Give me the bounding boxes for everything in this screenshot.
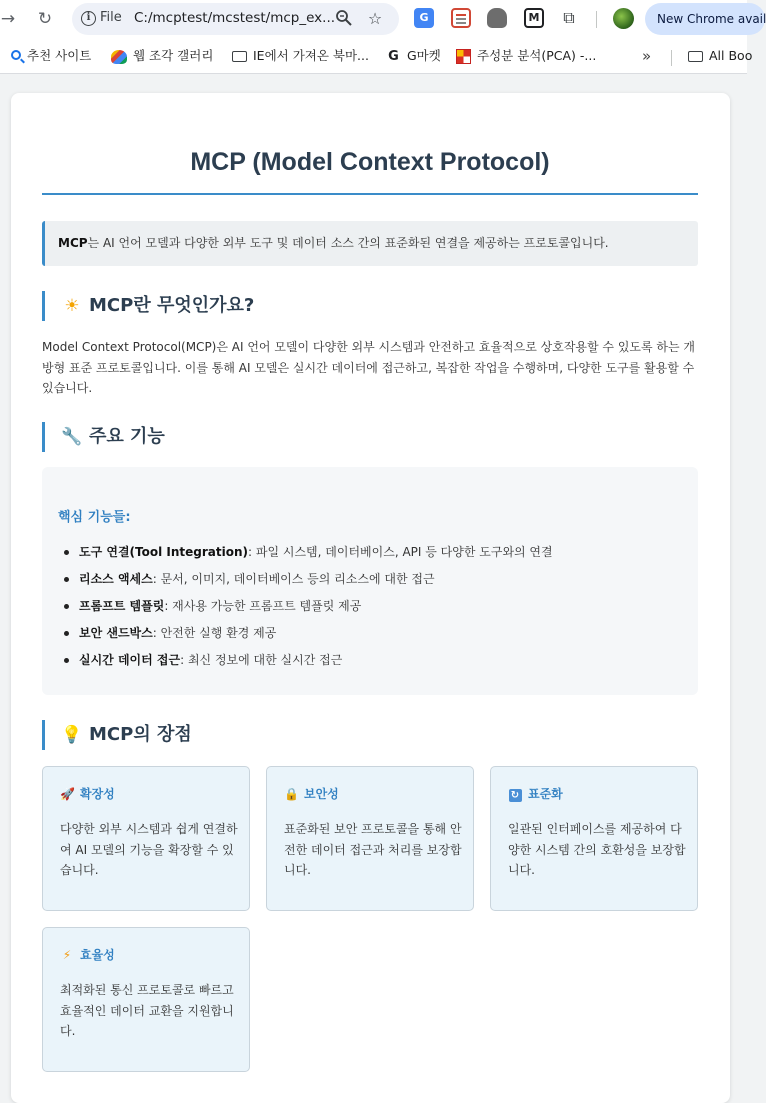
features-subheading: 핵심 기능들: — [58, 510, 131, 525]
feature-name: 리소스 액세스 — [79, 572, 153, 586]
what-is-mcp-paragraph: Model Context Protocol(MCP)은 AI 언어 모델이 다양한 외부 시스템과 안전하고 효율적으로 상호작용할 수 있도록 하는 개방형 표준 프로토콜입니다. 이를 통해 AI 모델은 실시간 데이터에 접근하고, 복잡한 작업을 수행하며, 다양한 도구를 활용할 수 있습니다. — [42, 340, 696, 395]
new-chrome-available-button[interactable]: New Chrome avail — [645, 3, 765, 35]
sun-icon: ☀ — [64, 296, 80, 316]
advantage-card-scalability — [42, 766, 250, 911]
list-item — [62, 541, 553, 568]
lightning-icon: ⚡ — [62, 948, 72, 962]
feature-desc: : 파일 시스템, 데이터베이스, API 등 다양한 도구와의 연결 — [248, 545, 553, 559]
bookmark-label: 주성분 분석(PCA) -... — [477, 48, 597, 63]
pca-icon — [456, 49, 471, 64]
section-title: 주요 기능 — [89, 426, 165, 447]
rocket-icon: 🚀 — [60, 787, 75, 801]
section-title: MCP란 무엇인가요? — [89, 295, 255, 316]
url-scheme: File — [100, 10, 122, 25]
bookmark-web-slice-gallery[interactable] — [111, 46, 213, 66]
lock-icon: 🔒 — [284, 787, 299, 801]
advantage-title — [60, 785, 115, 802]
advantage-title-text: 보안성 — [304, 787, 339, 801]
bookmark-label: 추천 사이트 — [27, 48, 92, 63]
advantage-title — [284, 785, 339, 802]
advantage-title — [60, 946, 115, 963]
all-bookmarks-button[interactable] — [688, 46, 752, 66]
address-bar[interactable] — [72, 3, 399, 35]
browser-toolbar — [0, 0, 766, 38]
intro-callout — [42, 221, 698, 266]
advantage-title-text: 표준화 — [528, 787, 563, 801]
folder-icon — [688, 51, 703, 62]
toolbar-divider — [596, 11, 597, 28]
url-text[interactable]: C:/mcptest/mcstest/mcp_ex... — [134, 10, 336, 26]
profile-avatar[interactable] — [613, 8, 634, 29]
feature-name: 프롬프트 템플릿 — [79, 599, 165, 613]
bookmark-recommended-sites[interactable] — [11, 46, 91, 66]
feature-desc: : 안전한 실행 환경 제공 — [152, 626, 277, 640]
bookmarks-divider — [671, 50, 672, 66]
advantage-card-standardization — [490, 766, 698, 911]
feature-name: 실시간 데이터 접근 — [79, 653, 181, 667]
feature-name: 도구 연결(Tool Integration) — [79, 545, 249, 559]
forward-arrow-icon[interactable]: → — [0, 9, 16, 29]
search-icon — [11, 50, 21, 60]
feature-desc: : 최신 정보에 대한 실시간 접근 — [180, 653, 343, 667]
feature-name: 보안 샌드박스 — [79, 626, 153, 640]
sync-icon: ↻ — [509, 789, 522, 802]
advantage-text: 표준화된 보안 프로토콜을 통해 안전한 데이터 접근과 처리를 보장합니다. — [284, 822, 462, 877]
bookmark-label: IE에서 가져온 북마... — [253, 48, 369, 63]
bookmark-star-icon[interactable]: ☆ — [367, 9, 383, 28]
all-bookmarks-label: All Boo — [709, 48, 753, 63]
m-extension-icon[interactable]: M — [524, 8, 544, 28]
sync-icon-wrap — [508, 787, 522, 802]
bookmark-ie-imported-folder[interactable] — [232, 46, 369, 66]
bookmark-pca[interactable] — [456, 46, 596, 66]
translate-extension-icon[interactable]: G — [414, 8, 434, 28]
bookmarks-bar — [0, 38, 753, 74]
bookmarks-overflow-chevron-icon[interactable]: » — [642, 47, 652, 65]
site-info-icon[interactable]: i — [81, 11, 96, 26]
zoom-icon[interactable] — [334, 9, 354, 29]
advantage-text: 최적화된 통신 프로토콜로 빠르고 효율적인 데이터 교환을 지원합니다. — [60, 983, 234, 1038]
list-item — [62, 595, 553, 622]
advantage-title — [508, 785, 563, 802]
wrench-icon: 🔧 — [61, 427, 83, 447]
section-heading-what-is-mcp — [42, 291, 254, 321]
list-item — [62, 649, 553, 676]
advantage-text: 일관된 인터페이스를 제공하여 다양한 시스템 간의 호환성을 보장합니다. — [508, 822, 686, 877]
intro-text: 는 AI 언어 모델과 다양한 외부 도구 및 데이터 소스 간의 표준화된 연결을 제공하는 프로토콜입니다. — [87, 236, 609, 250]
bookmark-gmarket[interactable] — [386, 46, 441, 66]
advantage-card-efficiency — [42, 927, 250, 1072]
advantage-card-security — [266, 766, 474, 911]
list-item — [62, 622, 553, 649]
section-heading-advantages — [42, 720, 192, 750]
folder-icon — [232, 51, 247, 62]
burger-extension-icon[interactable] — [487, 8, 507, 28]
title-divider — [42, 193, 698, 195]
section-heading-features — [42, 422, 165, 452]
page-title: MCP (Model Context Protocol) — [190, 148, 550, 176]
lightbulb-icon: 💡 — [61, 725, 83, 745]
advantage-title-text: 확장성 — [80, 787, 115, 801]
feature-desc: : 문서, 이미지, 데이터베이스 등의 리소스에 대한 접근 — [152, 572, 435, 586]
bookmark-label: G마켓 — [407, 48, 441, 63]
feature-desc: : 재사용 가능한 프롬프트 템플릿 제공 — [164, 599, 362, 613]
g-icon: G — [388, 49, 399, 64]
advantage-text: 다양한 외부 시스템과 쉽게 연결하여 AI 모델의 기능을 확장할 수 있습니다. — [60, 822, 238, 877]
list-item — [62, 568, 553, 595]
features-list — [62, 541, 553, 676]
butterfly-icon — [111, 50, 127, 64]
section-title: MCP의 장점 — [89, 724, 192, 745]
reload-icon[interactable]: ↻ — [37, 9, 53, 29]
extensions-puzzle-icon[interactable]: ⧉ — [563, 8, 575, 27]
advantage-title-text: 효율성 — [80, 948, 115, 962]
intro-bold: MCP — [58, 236, 88, 250]
news-extension-icon[interactable] — [451, 8, 471, 28]
bookmark-label: 웹 조각 갤러리 — [133, 48, 214, 63]
